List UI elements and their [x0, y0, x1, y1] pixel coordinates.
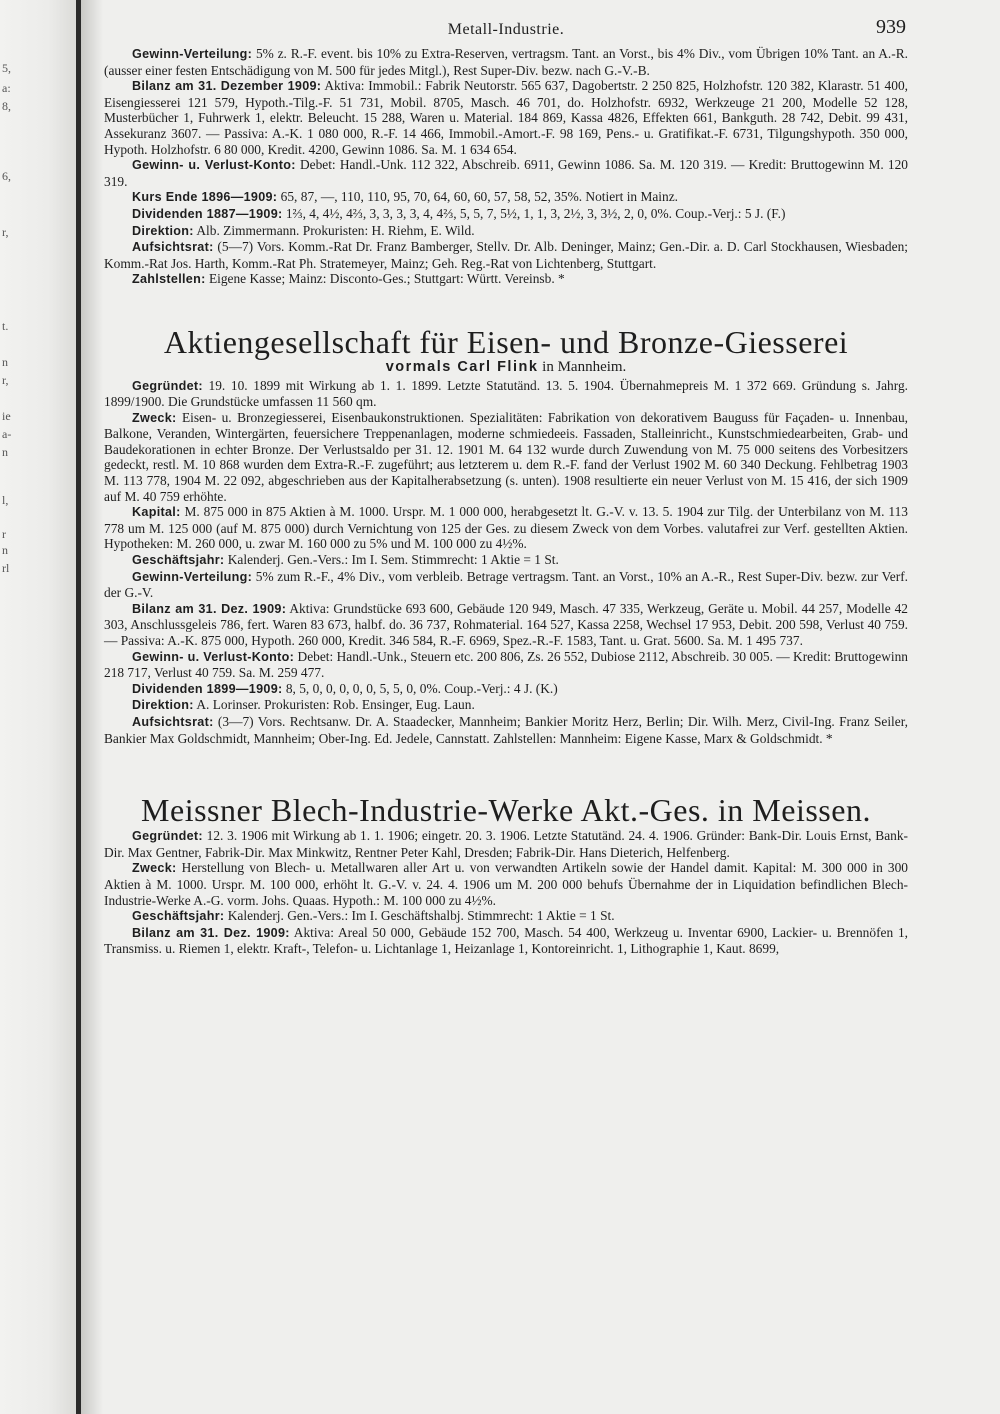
gutter-fragment: rl — [2, 561, 10, 575]
paragraph-label: Gewinn- u. Verlust-Konto: — [132, 158, 296, 173]
entry-paragraph — [104, 828, 908, 860]
entry-paragraph — [104, 697, 908, 714]
gutter-fragment: l, — [2, 493, 9, 507]
paragraph-label: Zahlstellen: — [132, 272, 206, 287]
paragraph-text: (3—7) Vors. Rechtsanw. Dr. A. Staadecker, Mannheim; Bankier Moritz Herz, Berlin; Dir. Wilh. Merz, Civil-Ing. Franz Seiler, Bankier Max Goldschmidt, Mannheim; Ober-Ing. Ed. Jedele, Cannstatt. Zahlstellen: Mannheim: Eigene Kasse, Marx & Goldschmidt. * — [104, 713, 908, 746]
company-title: Meissner Blech-Industrie-Werke Akt.-Ges. in Meissen. — [141, 792, 871, 829]
page-header — [104, 16, 908, 46]
entry-paragraph — [104, 714, 908, 746]
company-title: Aktiengesellschaft für Eisen- und Bronze-Giesserei — [163, 323, 849, 360]
paragraph-label: Aufsichtsrat: — [132, 240, 214, 255]
adjacent-page-edge — [0, 0, 80, 1414]
binding-shadow — [81, 0, 103, 1414]
paragraph-label: Aufsichtsrat: — [132, 714, 214, 729]
gutter-fragment: t. — [2, 319, 9, 333]
entries-container — [104, 46, 908, 957]
page-number: 939 — [876, 16, 906, 38]
gutter-fragment: n — [2, 355, 8, 369]
paragraph-label: Dividenden 1899—1909: — [132, 681, 283, 696]
paragraph-label: Kapital: — [132, 505, 181, 520]
paragraph-text: Aktiva: Immobil.: Fabrik Neutorstr. 565 637, Dagobertstr. 2 250 825, Holzhofstr. 120 382, Klarastr. 51 400, Eisengiesserei 121 579, Hypoth.-Tilg.-F. 51 731, Mobil. 8705, Masch. 46 701, do. Holzhofstr. 6932, Werkzeuge 21 200, Modelle 52 128, Musterbücher 1, Fuhrwerk 1, elektr. Beleucht. 15 288, Waren u. Material. 184 869, Kassa 4826, Effekten 661, Bankguth. 28 742, Debit. 99 431, Assekuranz 3607. — Passiva: A.-K. 1 080 000, R.-F. 14 466, Immobil.-Amort.-F. 98 169, Pens.- u. Gratifikat.-F. 6731, Tilgungshypoth. 350 000, Hypoth. Holzhofstr. 6 80 000, Kredit. 4200, Gewinn 1086. Sa. M. 1 634 654. — [104, 78, 908, 157]
entry-paragraph — [104, 504, 908, 552]
gutter-fragment: a: — [2, 81, 11, 95]
entry-paragraph — [104, 271, 908, 288]
company-subtitle-strong: vormals Carl Flink — [385, 358, 539, 375]
gutter-fragment: ie — [2, 409, 11, 423]
entry-paragraph — [104, 223, 908, 240]
paragraph-label: Kurs Ende 1896—1909: — [132, 190, 278, 205]
company-entry — [104, 324, 908, 746]
entry-paragraph — [104, 649, 908, 681]
entry-paragraph — [104, 206, 908, 223]
gutter-fragment: n — [2, 445, 8, 459]
gutter-fragment: r, — [2, 373, 9, 387]
paragraph-label: Gewinn-Verteilung: — [132, 47, 253, 61]
gutter-fragment: 8, — [2, 99, 11, 113]
entry-paragraph — [104, 601, 908, 649]
entry-paragraph — [104, 46, 908, 78]
entry-paragraph — [104, 157, 908, 189]
paragraph-label: Gegründet: — [132, 829, 203, 844]
paragraph-text: Alb. Zimmermann. Prokuristen: H. Riehm, E. Wild. — [193, 222, 475, 238]
paragraph-label: Direktion: — [132, 698, 194, 713]
paragraph-label: Gegründet: — [132, 378, 203, 393]
entry-paragraph — [104, 925, 908, 957]
paragraph-text: 5% zum R.-F., 4% Div., vom verbleib. Betrage vertragsm. Tant. an Vorst., 10% an A.-R., Rest Super-Div. bezw. zur Verf. der G.-V. — [104, 568, 908, 601]
company-subtitle — [104, 360, 908, 376]
paragraph-text: Kalenderj. Gen.-Vers.: Im I. Geschäftshalbj. Stimmrecht: 1 Aktie = 1 St. — [224, 908, 615, 924]
paragraph-label: Zweck: — [132, 410, 177, 425]
paragraph-label: Geschäftsjahr: — [132, 909, 225, 924]
gutter-fragment: a- — [2, 427, 12, 441]
paragraph-label: Direktion: — [132, 223, 194, 238]
running-title: Metall-Industrie. — [447, 21, 565, 38]
paragraph-label: Dividenden 1887—1909: — [132, 206, 283, 221]
paragraph-text: 8, 5, 0, 0, 0, 0, 0, 5, 5, 0, 0%. Coup.-Verj.: 4 J. (K.) — [282, 680, 558, 696]
paragraph-text: Kalenderj. Gen.-Vers.: Im I. Sem. Stimmrecht: 1 Aktie = 1 St. — [224, 552, 559, 568]
entry-paragraph — [104, 78, 908, 157]
paragraph-text: 12. 3. 1906 mit Wirkung ab 1. 1. 1906; eingetr. 20. 3. 1906. Letzte Statutänd. 24. 4. 1906. Gründer: Bank-Dir. Louis Ernst, Bank-Dir. Max Gentner, Fabrik-Dir. Max Minkwitz, Rentner Peter Kahl, Dresden; Fabrik-Dir. Hans Dieterich, Helfenberg. — [104, 828, 908, 860]
entry-paragraph — [104, 410, 908, 505]
entry-paragraph — [104, 552, 908, 569]
paragraph-text: Eigene Kasse; Mainz: Disconto-Ges.; Stuttgart: Württ. Vereinsb. * — [205, 271, 565, 287]
paragraph-label: Bilanz am 31. Dez. 1909: — [132, 925, 290, 940]
paragraph-label: Zweck: — [132, 861, 177, 876]
entry-paragraph — [104, 860, 908, 908]
entry-paragraph — [104, 378, 908, 410]
entry-paragraph — [104, 908, 908, 925]
paragraph-label: Bilanz am 31. Dezember 1909: — [132, 79, 322, 94]
paragraph-text: M. 875 000 in 875 Aktien à M. 1000. Urspr. M. 1 000 000, herabgesetzt lt. G.-V. v. 13. 5. 1904 zur Tilg. der Unterbilanz von M. 113 778 um M. 125 000 (auf M. 875 000) durch Vernichtung von 125 der Ges. zu diesem Zweck von dem Vorbes. valutafrei zur Verf. gestellten Aktien. Hypotheken: M. 260 000, u. zwar M. 160 000 zu 5% und M. 100 000 zu 4½%. — [104, 504, 908, 552]
page-content — [104, 16, 908, 957]
gutter-fragment: n — [2, 543, 8, 557]
company-entry — [104, 792, 908, 957]
paragraph-label: Bilanz am 31. Dez. 1909: — [132, 601, 287, 616]
paragraph-label: Gewinn-Verteilung: — [132, 569, 253, 584]
paragraph-text: Debet: Handl.-Unk. 112 322, Abschreib. 6911, Gewinn 1086. Sa. M. 120 319. — Kredit: Bruttogewinn M. 120 319. — [104, 157, 908, 189]
paragraph-text: Herstellung von Blech- u. Metallwaren aller Art u. von verwandten Artikeln sowie der Handel damit. Kapital: M. 300 000 in 300 Aktien à M. 1000. Urspr. M. 100 000, erhöht lt. G.-V. v. 24. 4. 1906 um M. 200 000 behufs Übernahme der in Liquidation befindlichen Blech-Industrie-Werke A.-G. vorm. Johs. Quaas. Hypoth.: M. 100 000 zu 4½%. — [104, 860, 908, 908]
company-subtitle-suffix: in Mannheim. — [538, 358, 627, 375]
gutter-fragment: r — [2, 527, 6, 541]
entry-paragraph — [104, 239, 908, 271]
paragraph-text: 19. 10. 1899 mit Wirkung ab 1. 1. 1899. Letzte Statutänd. 13. 5. 1904. Übernahmepreis M. 1 372 669. Gründung s. Jahrg. 1899/1900. Die Grundstücke umfassen 11 560 qm. — [104, 377, 908, 410]
entry-paragraph — [104, 189, 908, 206]
gutter-fragment: 6, — [2, 169, 11, 183]
gutter-fragment: r, — [2, 225, 9, 239]
paragraph-text: Aktiva: Areal 50 000, Gebäude 152 700, Masch. 54 400, Werkzeug u. Inventar 6900, Lackier- u. Brennöfen 1, Transmiss. u. Riemen 1, elektr. Kraft-, Telefon- u. Lichtanlage 1, Heizanlage 1, Kontoreinricht. 1, Lithographie 1, Kaut. 8699, — [104, 924, 908, 957]
entry-paragraph — [104, 569, 908, 601]
paragraph-text: 1⅔, 4, 4½, 4⅔, 3, 3, 3, 3, 4, 4⅔, 5, 5, 7, 5½, 1, 1, 3, 2½, 3, 3½, 2, 0, 0%. Coup.-Verj.: 5 J. (F.) — [282, 205, 786, 221]
paragraph-text: 65, 87, —, 110, 110, 95, 70, 64, 60, 60, 57, 58, 52, 35%. Notiert in Mainz. — [277, 189, 679, 205]
paragraph-text: Debet: Handl.-Unk., Steuern etc. 200 806, Zs. 26 552, Dubiose 2112, Abschreib. 30 005. — Kredit: Bruttogewinn 218 717, Verlust 40 759. Sa. M. 259 477. — [104, 648, 908, 681]
company-entry — [104, 46, 908, 288]
paragraph-text: Aktiva: Grundstücke 693 600, Gebäude 120 949, Masch. 47 335, Werkzeug, Geräte u. Mobil. 44 257, Modelle 42 303, Anschlussgeleis 786, fert. Waren 83 673, halbf. do. 36 737, Rohmaterial. 164 527, Kassa 2258, Wechsel 17 953, Debit. 200 598, Verlust 40 759. — Passiva: A.-K. 875 000, Hypoth. 260 000, Kredit. 346 584, R.-F. 6969, Spez.-R.-F. 1583, Tant. u. Grat. 5600. Sa. M. 1 495 737. — [104, 600, 908, 648]
paragraph-label: Gewinn- u. Verlust-Konto: — [132, 649, 295, 664]
paragraph-text: 5% z. R.-F. event. bis 10% zu Extra-Reserven, vertragsm. Tant. an Vorst., bis 4% Div., vom Übrigen 10% Tant. an A.-R. (ausser einer festen Entschädigung von M. 500 für jedes Mitgl.), Rest Super-Div. bezw. nach G.-V.-B. — [104, 46, 908, 78]
paragraph-label: Geschäftsjahr: — [132, 553, 225, 568]
entry-paragraph — [104, 681, 908, 698]
paragraph-text: (5—7) Vors. Komm.-Rat Dr. Franz Bamberger, Stellv. Dr. Alb. Deninger, Mainz; Gen.-Dir. a. D. Carl Stockhausen, Wiesbaden; Komm.-Rat Jos. Harth, Komm.-Rat Ph. Stratemeyer, Mainz; Geh. Reg.-Rat von Lichtenberg, Stuttgart. — [104, 239, 908, 271]
gutter-fragment: 5, — [2, 61, 11, 75]
paragraph-text: A. Lorinser. Prokuristen: Rob. Ensinger, Eug. Laun. — [193, 697, 475, 713]
paragraph-text: Eisen- u. Bronzegiesserei, Eisenbaukonstruktionen. Spezialitäten: Fabrikation von dekorativem Bauguss für Façaden- u. Innenbau, Balkone, Veranden, Wintergärten, feuersichere Treppenanlagen, moderne schmiedeeis. Fassaden, Stalleinricht., Kunstschmiedearbeiten, Grab- und Baudekorationen in echter Bronze. Der Verlustsaldo per 31. 12. 1901 M. 64 132 wurde durch Zuwendung von M. 75 000 seitens des Vorbesitzers gedeckt, restl. M. 10 868 wurden dem Extra-R.-F. zugeführt; aus letzterem u. dem R.-F. fand der Verlust 1902 M. 60 340 Deckung. Fehlbetrag 1903 M. 113 778, 1904 M. 22 092, abgeschrieben aus der Kapitalherabsetzung (s. unten). 1908 resultierte ein neuer Verlust von M. 15 416, der sich 1909 auf M. 40 759 erhöhte. — [104, 409, 908, 504]
